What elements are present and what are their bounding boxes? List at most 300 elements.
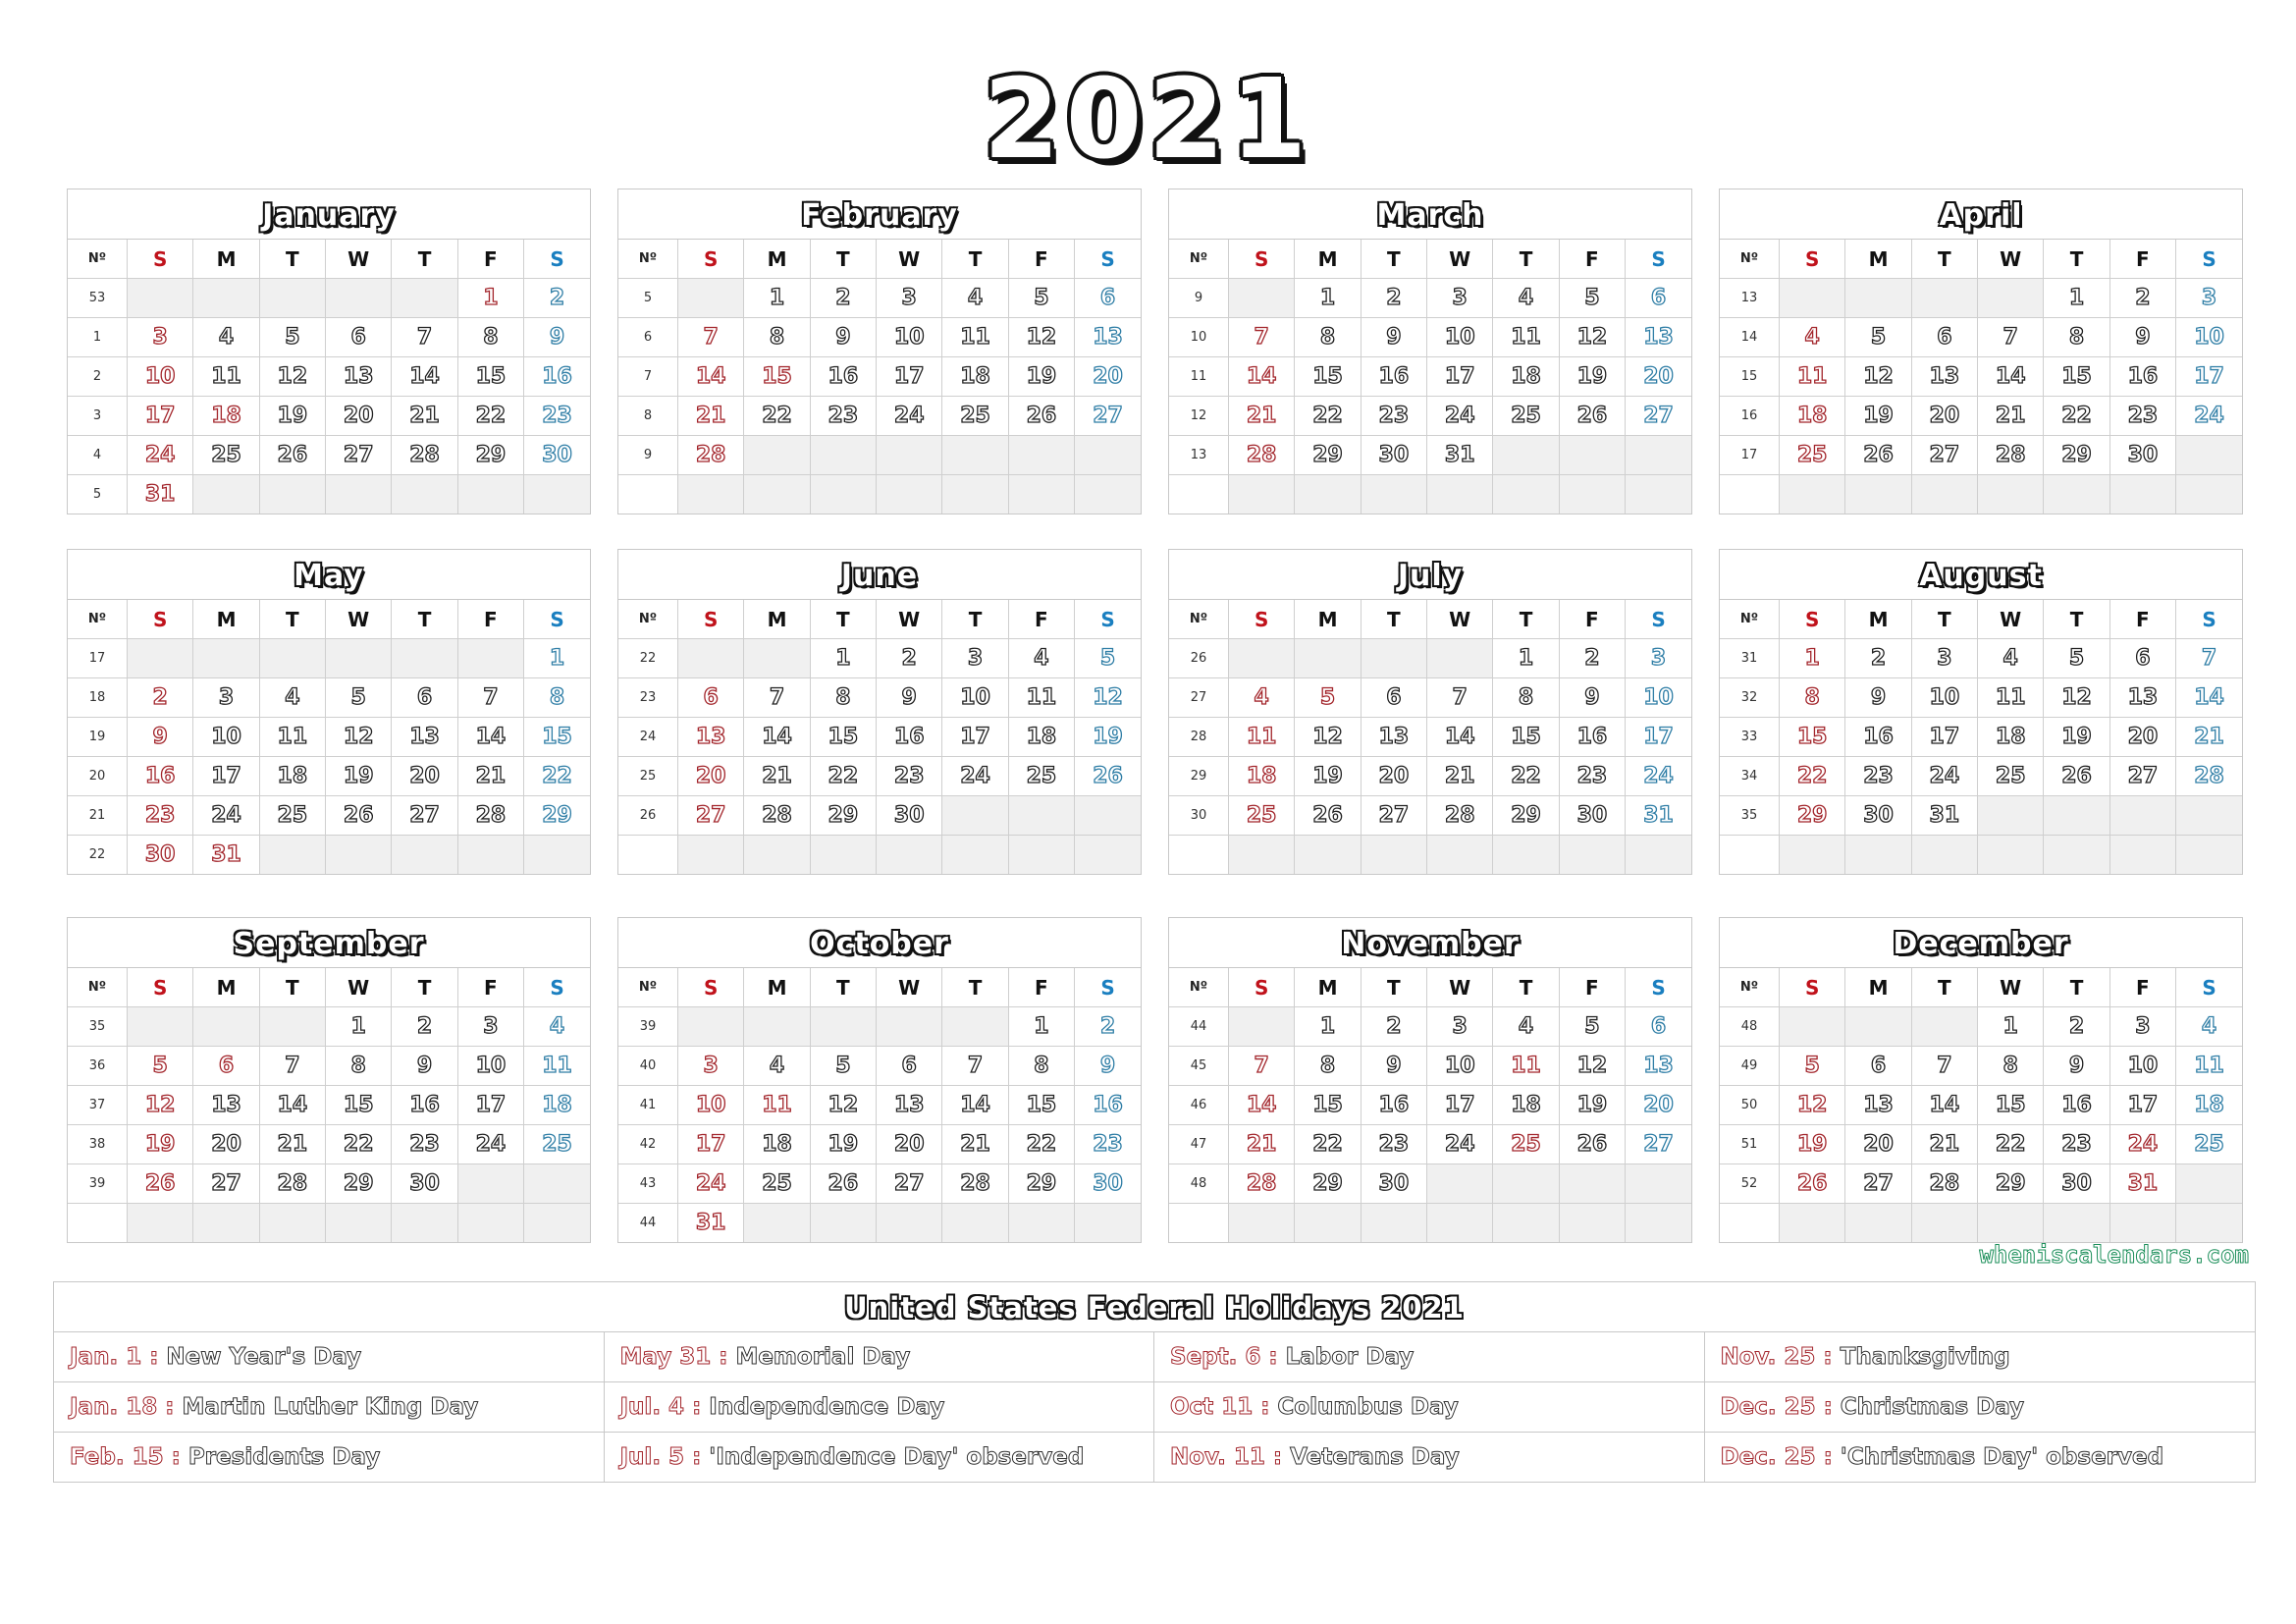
week-row [1169, 1125, 1691, 1164]
empty-day-cell [1911, 1204, 1977, 1243]
day-cell: 16 [128, 757, 193, 796]
day-cell: 17 [678, 1125, 744, 1164]
day-cell: 10 [1427, 318, 1493, 357]
day-cell: 25 [193, 436, 259, 475]
day-cell: 12 [326, 718, 392, 757]
week-row [618, 1164, 1141, 1204]
holidays-table [53, 1281, 2256, 1483]
day-cell: 5 [1559, 1007, 1625, 1047]
day-cell: 11 [259, 718, 325, 757]
weekday-label: S [524, 240, 590, 279]
day-cell: 8 [1295, 1047, 1361, 1086]
empty-day-cell [1559, 836, 1625, 875]
day-cell: 16 [1845, 718, 1911, 757]
empty-day-cell [810, 436, 876, 475]
weekday-label: F [457, 968, 523, 1007]
weekday-label: M [1845, 600, 1911, 639]
week-row [1169, 279, 1691, 318]
empty-day-cell [2176, 436, 2242, 475]
weekday-header-row [618, 240, 1141, 279]
day-cell: 19 [1559, 1086, 1625, 1125]
weekday-label: T [392, 240, 457, 279]
empty-day-cell [1361, 836, 1426, 875]
weekday-label: T [259, 240, 325, 279]
day-cell: 10 [193, 718, 259, 757]
day-cell: 10 [942, 678, 1008, 718]
weekday-label: W [1427, 600, 1493, 639]
day-cell: 14 [392, 357, 457, 397]
day-cell: 30 [524, 436, 590, 475]
week-number-header: Nº [68, 968, 128, 1007]
weekday-label: T [942, 600, 1008, 639]
weekday-label: W [1427, 968, 1493, 1007]
weekday-label: S [2176, 968, 2242, 1007]
week-row [68, 718, 590, 757]
day-cell: 1 [1008, 1007, 1074, 1047]
empty-day-cell [1845, 1007, 1911, 1047]
day-cell: 27 [2109, 757, 2175, 796]
day-cell: 24 [193, 796, 259, 836]
empty-day-cell [877, 1204, 942, 1243]
day-cell: 11 [193, 357, 259, 397]
day-cell: 21 [259, 1125, 325, 1164]
day-cell: 15 [810, 718, 876, 757]
week-number: 13 [1169, 436, 1229, 475]
day-cell: 27 [1845, 1164, 1911, 1204]
day-cell: 28 [1427, 796, 1493, 836]
day-cell: 19 [326, 757, 392, 796]
day-cell: 2 [1559, 639, 1625, 678]
day-cell: 15 [1493, 718, 1559, 757]
empty-day-cell [1780, 1204, 1845, 1243]
day-cell: 2 [392, 1007, 457, 1047]
empty-day-cell [1361, 1204, 1426, 1243]
holiday-name: New Year's Day [166, 1344, 362, 1370]
holiday-name: Thanksgiving [1840, 1344, 2010, 1370]
week-row [68, 796, 590, 836]
day-cell: 22 [1978, 1125, 2044, 1164]
day-cell: 2 [1845, 639, 1911, 678]
holiday-entry [1705, 1382, 2256, 1433]
day-cell: 20 [1626, 357, 1691, 397]
week-number-header: Nº [1720, 240, 1780, 279]
month-name: December [1720, 918, 2242, 968]
week-row [618, 475, 1141, 514]
empty-day-cell [678, 475, 744, 514]
day-cell: 22 [457, 397, 523, 436]
day-cell: 4 [744, 1047, 810, 1086]
empty-day-cell [942, 796, 1008, 836]
weekday-label: W [877, 600, 942, 639]
day-cell: 22 [1780, 757, 1845, 796]
day-cell: 12 [1780, 1086, 1845, 1125]
week-row [618, 436, 1141, 475]
day-cell: 26 [1780, 1164, 1845, 1204]
day-cell: 24 [457, 1125, 523, 1164]
week-number: 43 [618, 1164, 678, 1204]
empty-day-cell [1626, 475, 1691, 514]
week-number: 22 [618, 639, 678, 678]
day-cell: 19 [259, 397, 325, 436]
empty-day-cell [259, 1007, 325, 1047]
weekday-label: S [1780, 968, 1845, 1007]
day-cell: 12 [1559, 318, 1625, 357]
day-cell: 6 [193, 1047, 259, 1086]
week-number: 32 [1720, 678, 1780, 718]
weekday-label: T [1493, 240, 1559, 279]
week-number [618, 836, 678, 875]
day-cell: 22 [524, 757, 590, 796]
week-row [618, 757, 1141, 796]
empty-day-cell [1780, 836, 1845, 875]
week-number-header: Nº [618, 968, 678, 1007]
empty-day-cell [678, 1007, 744, 1047]
day-cell: 8 [1295, 318, 1361, 357]
empty-day-cell [1978, 836, 2044, 875]
holiday-entry [1154, 1433, 1705, 1482]
empty-day-cell [1493, 1204, 1559, 1243]
weekday-label: S [128, 968, 193, 1007]
week-row [1169, 796, 1691, 836]
empty-day-cell [259, 279, 325, 318]
day-cell: 21 [1911, 1125, 1977, 1164]
day-cell: 26 [1008, 397, 1074, 436]
holidays-title: United States Federal Holidays 2021 [54, 1282, 2255, 1332]
day-cell: 20 [326, 397, 392, 436]
day-cell: 10 [877, 318, 942, 357]
empty-day-cell [1427, 836, 1493, 875]
day-cell: 12 [2044, 678, 2109, 718]
week-number: 13 [1720, 279, 1780, 318]
empty-day-cell [1427, 1164, 1493, 1204]
empty-day-cell [1361, 475, 1426, 514]
weekday-label: S [678, 240, 744, 279]
month-september [67, 917, 591, 1243]
weekday-label: S [524, 600, 590, 639]
day-cell: 11 [1780, 357, 1845, 397]
empty-day-cell [2109, 1204, 2175, 1243]
weekday-label: W [1978, 240, 2044, 279]
day-cell: 17 [942, 718, 1008, 757]
day-cell: 26 [326, 796, 392, 836]
week-row [68, 639, 590, 678]
day-cell: 28 [1229, 1164, 1295, 1204]
day-cell: 9 [392, 1047, 457, 1086]
weekday-label: F [1559, 968, 1625, 1007]
weekday-label: F [1008, 240, 1074, 279]
empty-day-cell [2176, 475, 2242, 514]
day-cell: 19 [1008, 357, 1074, 397]
empty-day-cell [2176, 1204, 2242, 1243]
empty-day-cell [326, 475, 392, 514]
week-row [68, 1007, 590, 1047]
holiday-name: Christmas Day [1840, 1394, 2025, 1420]
empty-day-cell [810, 836, 876, 875]
day-cell: 16 [2044, 1086, 2109, 1125]
week-row [1720, 796, 2242, 836]
weekday-label: M [1845, 240, 1911, 279]
empty-day-cell [326, 1204, 392, 1243]
weekday-label: S [1075, 968, 1141, 1007]
day-cell: 21 [1229, 1125, 1295, 1164]
week-row [1169, 1007, 1691, 1047]
week-row [618, 1204, 1141, 1243]
week-number [1169, 1204, 1229, 1243]
day-cell: 16 [1075, 1086, 1141, 1125]
week-number: 24 [618, 718, 678, 757]
day-cell: 1 [2044, 279, 2109, 318]
empty-day-cell [524, 1204, 590, 1243]
month-table [1169, 968, 1691, 1242]
day-cell: 9 [2109, 318, 2175, 357]
empty-day-cell [326, 279, 392, 318]
day-cell: 30 [1845, 796, 1911, 836]
day-cell: 11 [1493, 1047, 1559, 1086]
holiday-date: Jan. 1 : [70, 1344, 159, 1370]
day-cell: 9 [1361, 318, 1426, 357]
day-cell: 7 [457, 678, 523, 718]
week-number: 9 [618, 436, 678, 475]
day-cell: 13 [678, 718, 744, 757]
empty-day-cell [1845, 475, 1911, 514]
week-row [68, 318, 590, 357]
day-cell: 21 [744, 757, 810, 796]
day-cell: 27 [678, 796, 744, 836]
week-number: 1 [68, 318, 128, 357]
month-table [68, 968, 590, 1242]
day-cell: 3 [2109, 1007, 2175, 1047]
empty-day-cell [259, 1204, 325, 1243]
day-cell: 7 [2176, 639, 2242, 678]
day-cell: 9 [877, 678, 942, 718]
weekday-label: T [1911, 968, 1977, 1007]
week-number: 31 [1720, 639, 1780, 678]
day-cell: 27 [392, 796, 457, 836]
day-cell: 10 [1911, 678, 1977, 718]
month-table [68, 240, 590, 514]
day-cell: 9 [524, 318, 590, 357]
week-number: 11 [1169, 357, 1229, 397]
website-watermark[interactable]: wheniscalendars.com [1979, 1241, 2249, 1269]
weekday-header-row [1720, 968, 2242, 1007]
week-row [68, 1125, 590, 1164]
holiday-date: Feb. 15 : [70, 1444, 181, 1470]
empty-day-cell [128, 1204, 193, 1243]
day-cell: 25 [744, 1164, 810, 1204]
day-cell: 24 [877, 397, 942, 436]
day-cell: 21 [2176, 718, 2242, 757]
day-cell: 16 [1361, 1086, 1426, 1125]
week-row [1720, 1047, 2242, 1086]
week-number [618, 475, 678, 514]
weekday-label: M [193, 600, 259, 639]
day-cell: 15 [1008, 1086, 1074, 1125]
empty-day-cell [326, 836, 392, 875]
day-cell: 24 [1427, 397, 1493, 436]
weekday-label: T [810, 968, 876, 1007]
holiday-date: Oct 11 : [1170, 1394, 1270, 1420]
day-cell: 27 [1911, 436, 1977, 475]
day-cell: 26 [259, 436, 325, 475]
day-cell: 19 [1845, 397, 1911, 436]
holiday-entry [54, 1433, 605, 1482]
day-cell: 20 [392, 757, 457, 796]
empty-day-cell [392, 279, 457, 318]
empty-day-cell [678, 836, 744, 875]
empty-day-cell [1008, 475, 1074, 514]
day-cell: 17 [128, 397, 193, 436]
holiday-entry [605, 1382, 1155, 1433]
empty-day-cell [1075, 436, 1141, 475]
week-row [1169, 639, 1691, 678]
week-number: 3 [68, 397, 128, 436]
weekday-label: W [877, 968, 942, 1007]
empty-day-cell [2044, 836, 2109, 875]
empty-day-cell [524, 836, 590, 875]
holiday-date: May 31 : [619, 1344, 728, 1370]
day-cell: 21 [1229, 397, 1295, 436]
day-cell: 8 [1008, 1047, 1074, 1086]
weekday-label: M [193, 968, 259, 1007]
weekday-label: S [1229, 240, 1295, 279]
day-cell: 20 [2109, 718, 2175, 757]
day-cell: 27 [193, 1164, 259, 1204]
weekday-header-row [1169, 240, 1691, 279]
day-cell: 17 [2109, 1086, 2175, 1125]
day-cell: 22 [326, 1125, 392, 1164]
empty-day-cell [1075, 1204, 1141, 1243]
day-cell: 25 [1493, 1125, 1559, 1164]
day-cell: 3 [877, 279, 942, 318]
empty-day-cell [1978, 796, 2044, 836]
empty-day-cell [457, 639, 523, 678]
empty-day-cell [1493, 836, 1559, 875]
holiday-entry [605, 1433, 1155, 1482]
day-cell: 29 [1008, 1164, 1074, 1204]
day-cell: 7 [1978, 318, 2044, 357]
week-number: 28 [1169, 718, 1229, 757]
week-number [1169, 475, 1229, 514]
day-cell: 4 [1493, 1007, 1559, 1047]
empty-day-cell [2176, 796, 2242, 836]
day-cell: 13 [326, 357, 392, 397]
holiday-date: Nov. 11 : [1170, 1444, 1283, 1470]
day-cell: 18 [942, 357, 1008, 397]
day-cell: 5 [1845, 318, 1911, 357]
day-cell: 12 [1075, 678, 1141, 718]
holiday-entry [1705, 1332, 2256, 1382]
empty-day-cell [942, 475, 1008, 514]
day-cell: 20 [678, 757, 744, 796]
empty-day-cell [1626, 1164, 1691, 1204]
holiday-name: Labor Day [1285, 1344, 1415, 1370]
empty-day-cell [457, 1204, 523, 1243]
day-cell: 22 [1008, 1125, 1074, 1164]
day-cell: 18 [1978, 718, 2044, 757]
month-name: January [68, 189, 590, 240]
day-cell: 3 [942, 639, 1008, 678]
empty-day-cell [1780, 279, 1845, 318]
week-number: 38 [68, 1125, 128, 1164]
day-cell: 5 [1295, 678, 1361, 718]
day-cell: 18 [1229, 757, 1295, 796]
day-cell: 2 [1075, 1007, 1141, 1047]
weekday-header-row [68, 240, 590, 279]
week-number: 6 [618, 318, 678, 357]
empty-day-cell [810, 1007, 876, 1047]
day-cell: 31 [193, 836, 259, 875]
week-number: 37 [68, 1086, 128, 1125]
week-row [68, 757, 590, 796]
holiday-entry [605, 1332, 1155, 1382]
day-cell: 11 [744, 1086, 810, 1125]
day-cell: 23 [1845, 757, 1911, 796]
day-cell: 15 [1295, 357, 1361, 397]
weekday-label: F [457, 600, 523, 639]
day-cell: 6 [1626, 1007, 1691, 1047]
month-name: November [1169, 918, 1691, 968]
day-cell: 13 [1911, 357, 1977, 397]
day-cell: 18 [744, 1125, 810, 1164]
empty-day-cell [2176, 836, 2242, 875]
day-cell: 7 [1229, 318, 1295, 357]
day-cell: 12 [128, 1086, 193, 1125]
day-cell: 29 [326, 1164, 392, 1204]
day-cell: 4 [1229, 678, 1295, 718]
month-may [67, 549, 591, 875]
weekday-label: S [678, 600, 744, 639]
holiday-entry [54, 1382, 605, 1433]
day-cell: 16 [2109, 357, 2175, 397]
day-cell: 21 [457, 757, 523, 796]
week-row [68, 1047, 590, 1086]
day-cell: 29 [457, 436, 523, 475]
day-cell: 6 [678, 678, 744, 718]
week-number: 26 [618, 796, 678, 836]
day-cell: 6 [392, 678, 457, 718]
month-march [1168, 189, 1692, 514]
week-number-header: Nº [68, 600, 128, 639]
empty-day-cell [678, 639, 744, 678]
empty-day-cell [877, 436, 942, 475]
day-cell: 25 [1008, 757, 1074, 796]
day-cell: 4 [942, 279, 1008, 318]
month-name: June [618, 550, 1141, 600]
month-table [1720, 600, 2242, 874]
day-cell: 4 [1780, 318, 1845, 357]
day-cell: 25 [259, 796, 325, 836]
week-row [618, 639, 1141, 678]
day-cell: 22 [744, 397, 810, 436]
weekday-label: W [326, 240, 392, 279]
day-cell: 6 [1361, 678, 1426, 718]
week-row [1169, 357, 1691, 397]
empty-day-cell [259, 475, 325, 514]
week-number: 34 [1720, 757, 1780, 796]
day-cell: 6 [1845, 1047, 1911, 1086]
empty-day-cell [1493, 475, 1559, 514]
weekday-label: T [2044, 968, 2109, 1007]
day-cell: 2 [524, 279, 590, 318]
weekday-label: F [1559, 240, 1625, 279]
weekday-label: T [392, 600, 457, 639]
holiday-date: Jul. 4 : [619, 1394, 702, 1420]
weekday-label: F [457, 240, 523, 279]
week-number: 49 [1720, 1047, 1780, 1086]
day-cell: 26 [1559, 397, 1625, 436]
day-cell: 11 [1978, 678, 2044, 718]
week-number: 44 [1169, 1007, 1229, 1047]
